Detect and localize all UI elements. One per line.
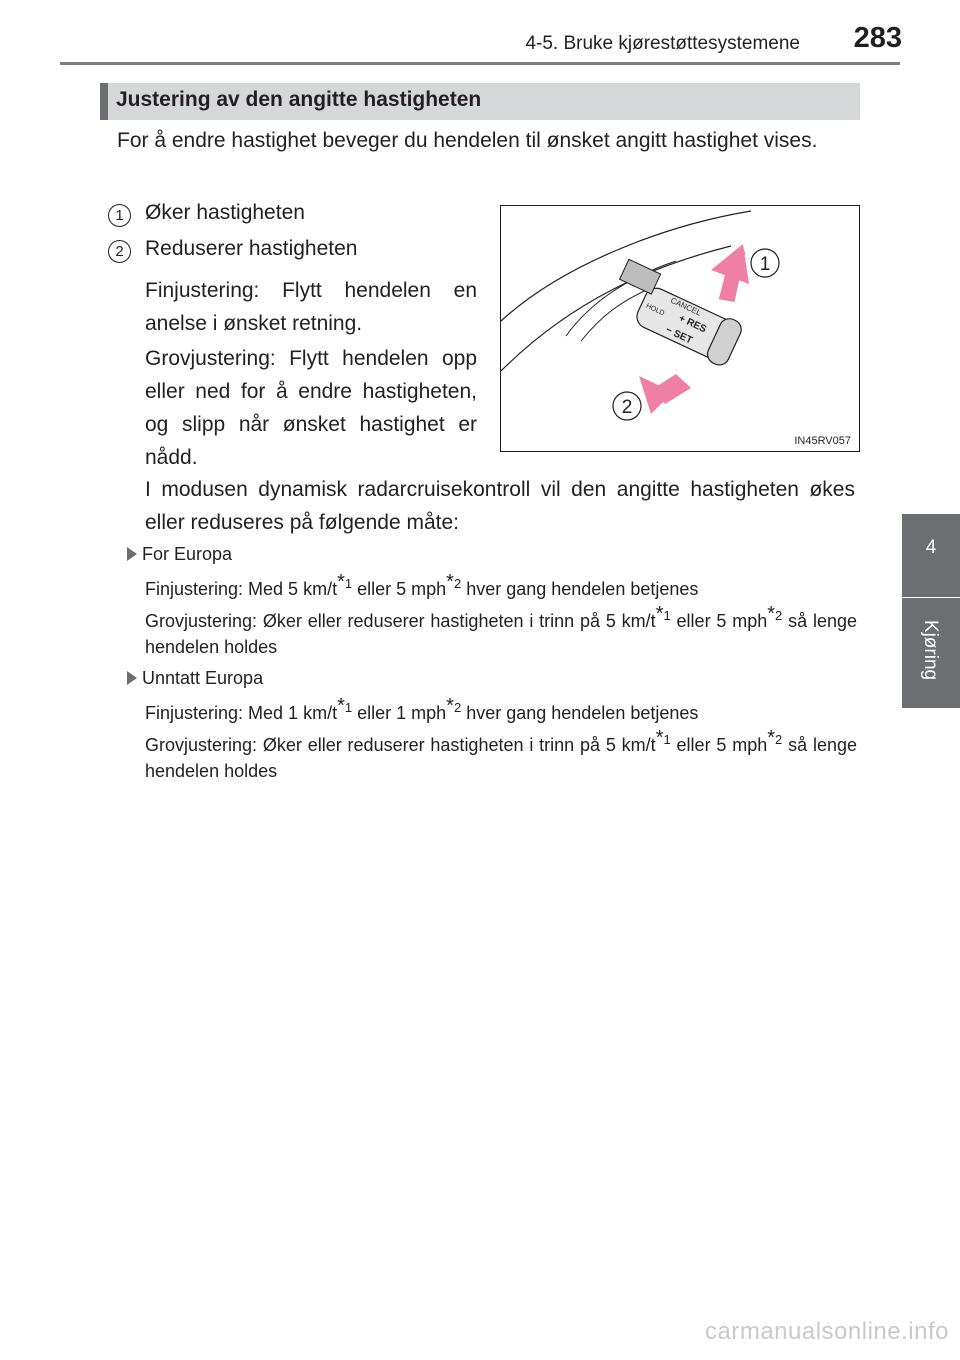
lever-label-hold: HOLD <box>644 302 666 318</box>
running-header-section: 4-5. Bruke kjørestøttesystemene <box>525 33 800 54</box>
region-europe-coarse-suffix: så lenge hendelen holdes <box>145 611 857 657</box>
footnote-star: * <box>767 727 776 749</box>
region-other-heading <box>127 668 263 689</box>
region-europe-fine <box>145 571 857 602</box>
region-other-fine <box>145 695 857 726</box>
callout-1-label: 1 <box>759 254 771 275</box>
region-europe-heading-text: For Europa <box>142 544 233 564</box>
region-other-coarse <box>145 727 857 784</box>
section-title-accent <box>100 83 108 120</box>
footnote-star: * <box>446 571 454 593</box>
region-other-heading-text: Unntatt Europa <box>142 668 264 688</box>
region-europe-coarse-prefix: Grovjustering: Øker eller reduserer hastigheten i trinn på 5 km/t <box>145 611 656 631</box>
footnote-ref: 2 <box>453 700 462 715</box>
region-other-fine-suffix: hver gang hendelen betjenes <box>461 703 699 723</box>
chapter-number: 4 <box>925 537 937 558</box>
footnote-ref: 1 <box>663 732 671 747</box>
region-other-coarse-prefix: Grovjustering: Øker eller reduserer hastigheten i trinn på 5 km/t <box>145 735 656 755</box>
chapter-name: Kjøring <box>920 619 941 681</box>
footnote-ref: 2 <box>775 732 783 747</box>
region-europe-fine-suffix: hver gang hendelen betjenes <box>461 579 699 599</box>
lever-label-set: − SET <box>663 324 694 347</box>
page-number: 283 <box>853 22 902 54</box>
region-europe-fine-prefix: Finjustering: Med 5 km/t <box>145 579 338 599</box>
footnote-star: * <box>337 571 345 593</box>
item-1-text: Øker hastigheten <box>145 201 305 224</box>
intro-paragraph: For å endre hastighet beveger du hendelen til ønsket angitt hastighet vises. <box>117 129 818 152</box>
footnote-star: * <box>655 603 664 625</box>
item-2-badge: 2 <box>108 240 131 263</box>
bullet-triangle-icon <box>127 671 137 685</box>
footnote-ref: 2 <box>775 608 783 623</box>
coarse-adjust-paragraph: Grovjustering: Flytt hendelen opp eller ned for å endre hastigheten, og slipp når ønsket hastighet er nådd. <box>145 347 477 469</box>
arrow-increase <box>711 244 749 302</box>
region-other-coarse-suffix: så lenge hendelen holdes <box>145 735 857 781</box>
footnote-ref: 1 <box>344 700 353 715</box>
lever-drawing <box>501 206 860 452</box>
footnote-ref: 2 <box>453 576 462 591</box>
footnote-star: * <box>767 603 776 625</box>
arrow-decrease <box>639 374 691 414</box>
footnote-star: * <box>446 695 454 717</box>
region-other-fine-mid: eller 1 mph <box>352 703 447 723</box>
footnote-star: * <box>337 695 345 717</box>
watermark: carmanualsonline.info <box>705 1318 949 1345</box>
footnote-ref: 1 <box>663 608 671 623</box>
figure-code: IN45RV057 <box>794 435 851 447</box>
region-europe-fine-mid: eller 5 mph <box>352 579 447 599</box>
lever-label-cancel: CANCEL <box>669 295 703 318</box>
section-title-bar <box>100 83 860 120</box>
fine-adjust-paragraph: Finjustering: Flytt hendelen en anelse i ønsket retning. <box>145 279 477 335</box>
mode-paragraph: I modusen dynamisk radarcruisekontroll vil den angitte hastigheten økes eller reduseres på følgende måte: <box>145 478 855 534</box>
section-title: Justering av den angitte hastigheten <box>116 88 482 111</box>
region-europe-coarse-mid: eller 5 mph <box>670 611 768 631</box>
item-2-text: Reduserer hastigheten <box>145 237 358 260</box>
lever-illustration <box>500 205 860 452</box>
region-europe-coarse <box>145 603 857 660</box>
callout-2-label: 2 <box>621 397 633 418</box>
region-other-fine-prefix: Finjustering: Med 1 km/t <box>145 703 338 723</box>
lever-label-res: + RES <box>676 313 708 336</box>
item-1-badge: 1 <box>108 204 131 227</box>
region-europe-heading <box>127 544 232 565</box>
footnote-star: * <box>655 727 664 749</box>
bullet-triangle-icon <box>127 547 137 561</box>
footnote-ref: 1 <box>344 576 353 591</box>
region-other-coarse-mid: eller 5 mph <box>670 735 768 755</box>
header-divider <box>60 62 900 65</box>
